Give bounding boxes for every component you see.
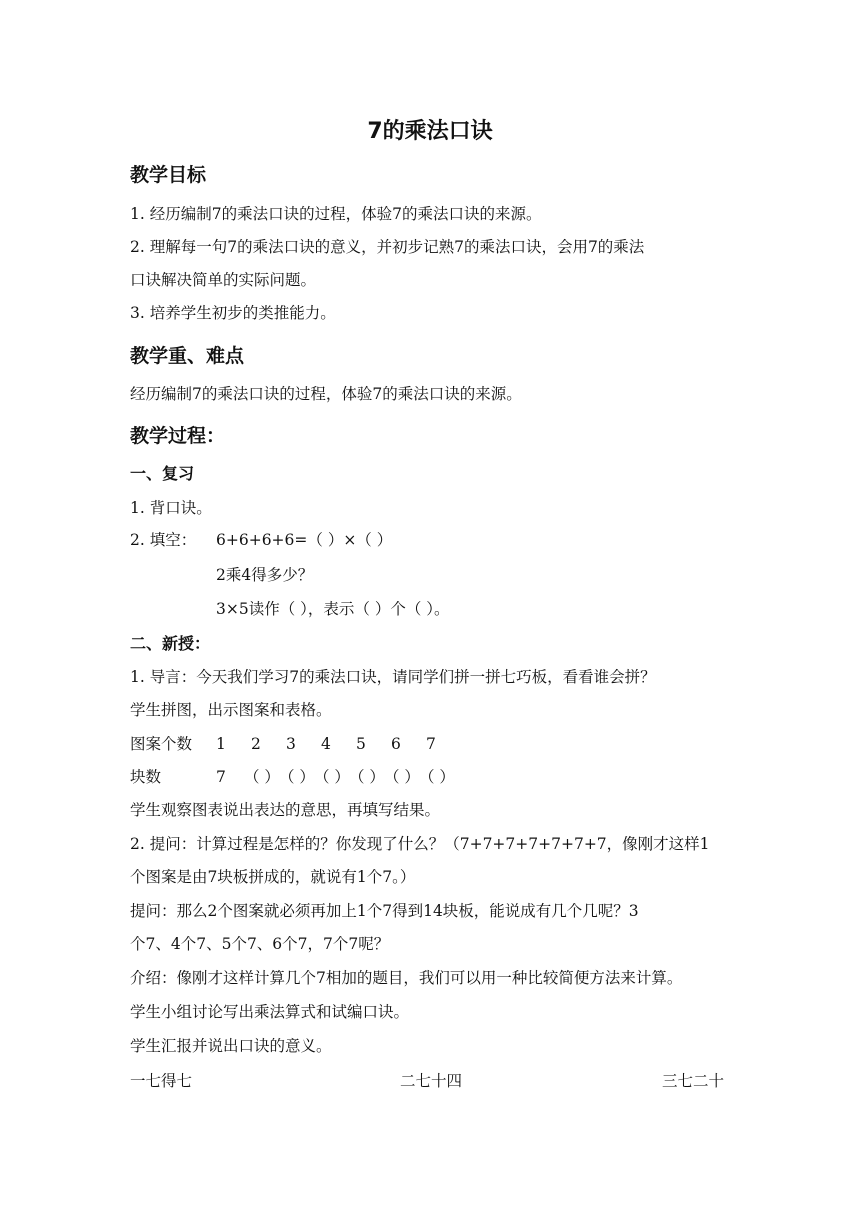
- review-heading: 一、复习: [130, 464, 195, 483]
- table-row-piece-count: [130, 765, 740, 787]
- table-cell: （ ）: [349, 768, 385, 786]
- review-item-2-line-2: 2乘4得多少？: [216, 566, 314, 584]
- body-line: 个7、4个7、5个7、6个7，7个7呢？: [130, 935, 390, 953]
- document-title: 7的乘法口诀: [367, 119, 493, 144]
- review-item-2-line-3: 3×5读作（ ），表示（ ）个（ ）。: [216, 600, 450, 618]
- table-row-pattern-count: [130, 732, 740, 754]
- table-row-label: 块数: [130, 768, 162, 786]
- table-cell: 4: [321, 735, 331, 753]
- goal-line-3: 口诀解决简单的实际问题。: [130, 271, 317, 289]
- body-line: 个图案是由7块板拼成的，就说有1个7。）: [130, 868, 416, 886]
- table-cell: 1: [216, 735, 226, 753]
- goal-line-1: 1. 经历编制7的乘法口诀的过程，体验7的乘法口诀的来源。: [130, 205, 542, 223]
- new-line-2: 学生拼图，出示图案和表格。: [130, 701, 332, 719]
- process-heading: 教学过程：: [130, 425, 226, 447]
- table-cell: 3: [286, 735, 296, 753]
- table-cell: 5: [356, 735, 366, 753]
- key-text: 经历编制7的乘法口诀的过程，体验7的乘法口诀的来源。: [130, 385, 522, 403]
- new-heading: 二、新授：: [130, 634, 211, 653]
- review-item-2-line-1: 6+6+6+6=（ ）×（ ）: [216, 531, 393, 549]
- table-cell: （ ）: [279, 768, 315, 786]
- goals-heading: 教学目标: [130, 164, 207, 186]
- koujue-1: 一七得七: [130, 1072, 193, 1090]
- key-heading: 教学重、难点: [130, 345, 245, 367]
- body-line: 学生观察图表说出表达的意思，再填写结果。: [130, 801, 441, 819]
- table-cell: （ ）: [419, 768, 455, 786]
- koujue-2: 二七十四: [400, 1072, 463, 1090]
- koujue-3: 三七二十: [662, 1072, 725, 1090]
- table-cell: （ ）: [314, 768, 350, 786]
- body-line: 介绍：像刚才这样计算几个7相加的题目，我们可以用一种比较简便方法来计算。: [130, 969, 683, 987]
- table-cell: （ ）: [384, 768, 420, 786]
- goal-line-2: 2. 理解每一句7的乘法口诀的意义，并初步记熟7的乘法口诀，会用7的乘法: [130, 238, 645, 256]
- new-line-1: 1. 导言：今天我们学习7的乘法口诀，请同学们拼一拼七巧板，看看谁会拼？: [130, 668, 656, 686]
- table-cell: 7: [216, 768, 226, 786]
- body-line: 提问：那么2个图案就必须再加上1个7得到14块板，能说成有几个几呢？3: [130, 902, 639, 920]
- table-cell: （ ）: [244, 768, 280, 786]
- review-item-2-label: 2. 填空：: [130, 531, 197, 549]
- table-cell: 2: [251, 735, 261, 753]
- table-cell: 6: [391, 735, 401, 753]
- body-line: 学生汇报并说出口诀的意义。: [130, 1037, 332, 1055]
- body-line: 学生小组讨论写出乘法算式和试编口诀。: [130, 1003, 410, 1021]
- table-cell: 7: [426, 735, 436, 753]
- review-item-1: 1. 背口诀。: [130, 499, 212, 517]
- body-line: 2. 提问：计算过程是怎样的？你发现了什么？（7+7+7+7+7+7+7，像刚才这样1: [130, 835, 710, 853]
- table-row-label: 图案个数: [130, 735, 193, 753]
- goal-line-4: 3. 培养学生初步的类推能力。: [130, 304, 336, 322]
